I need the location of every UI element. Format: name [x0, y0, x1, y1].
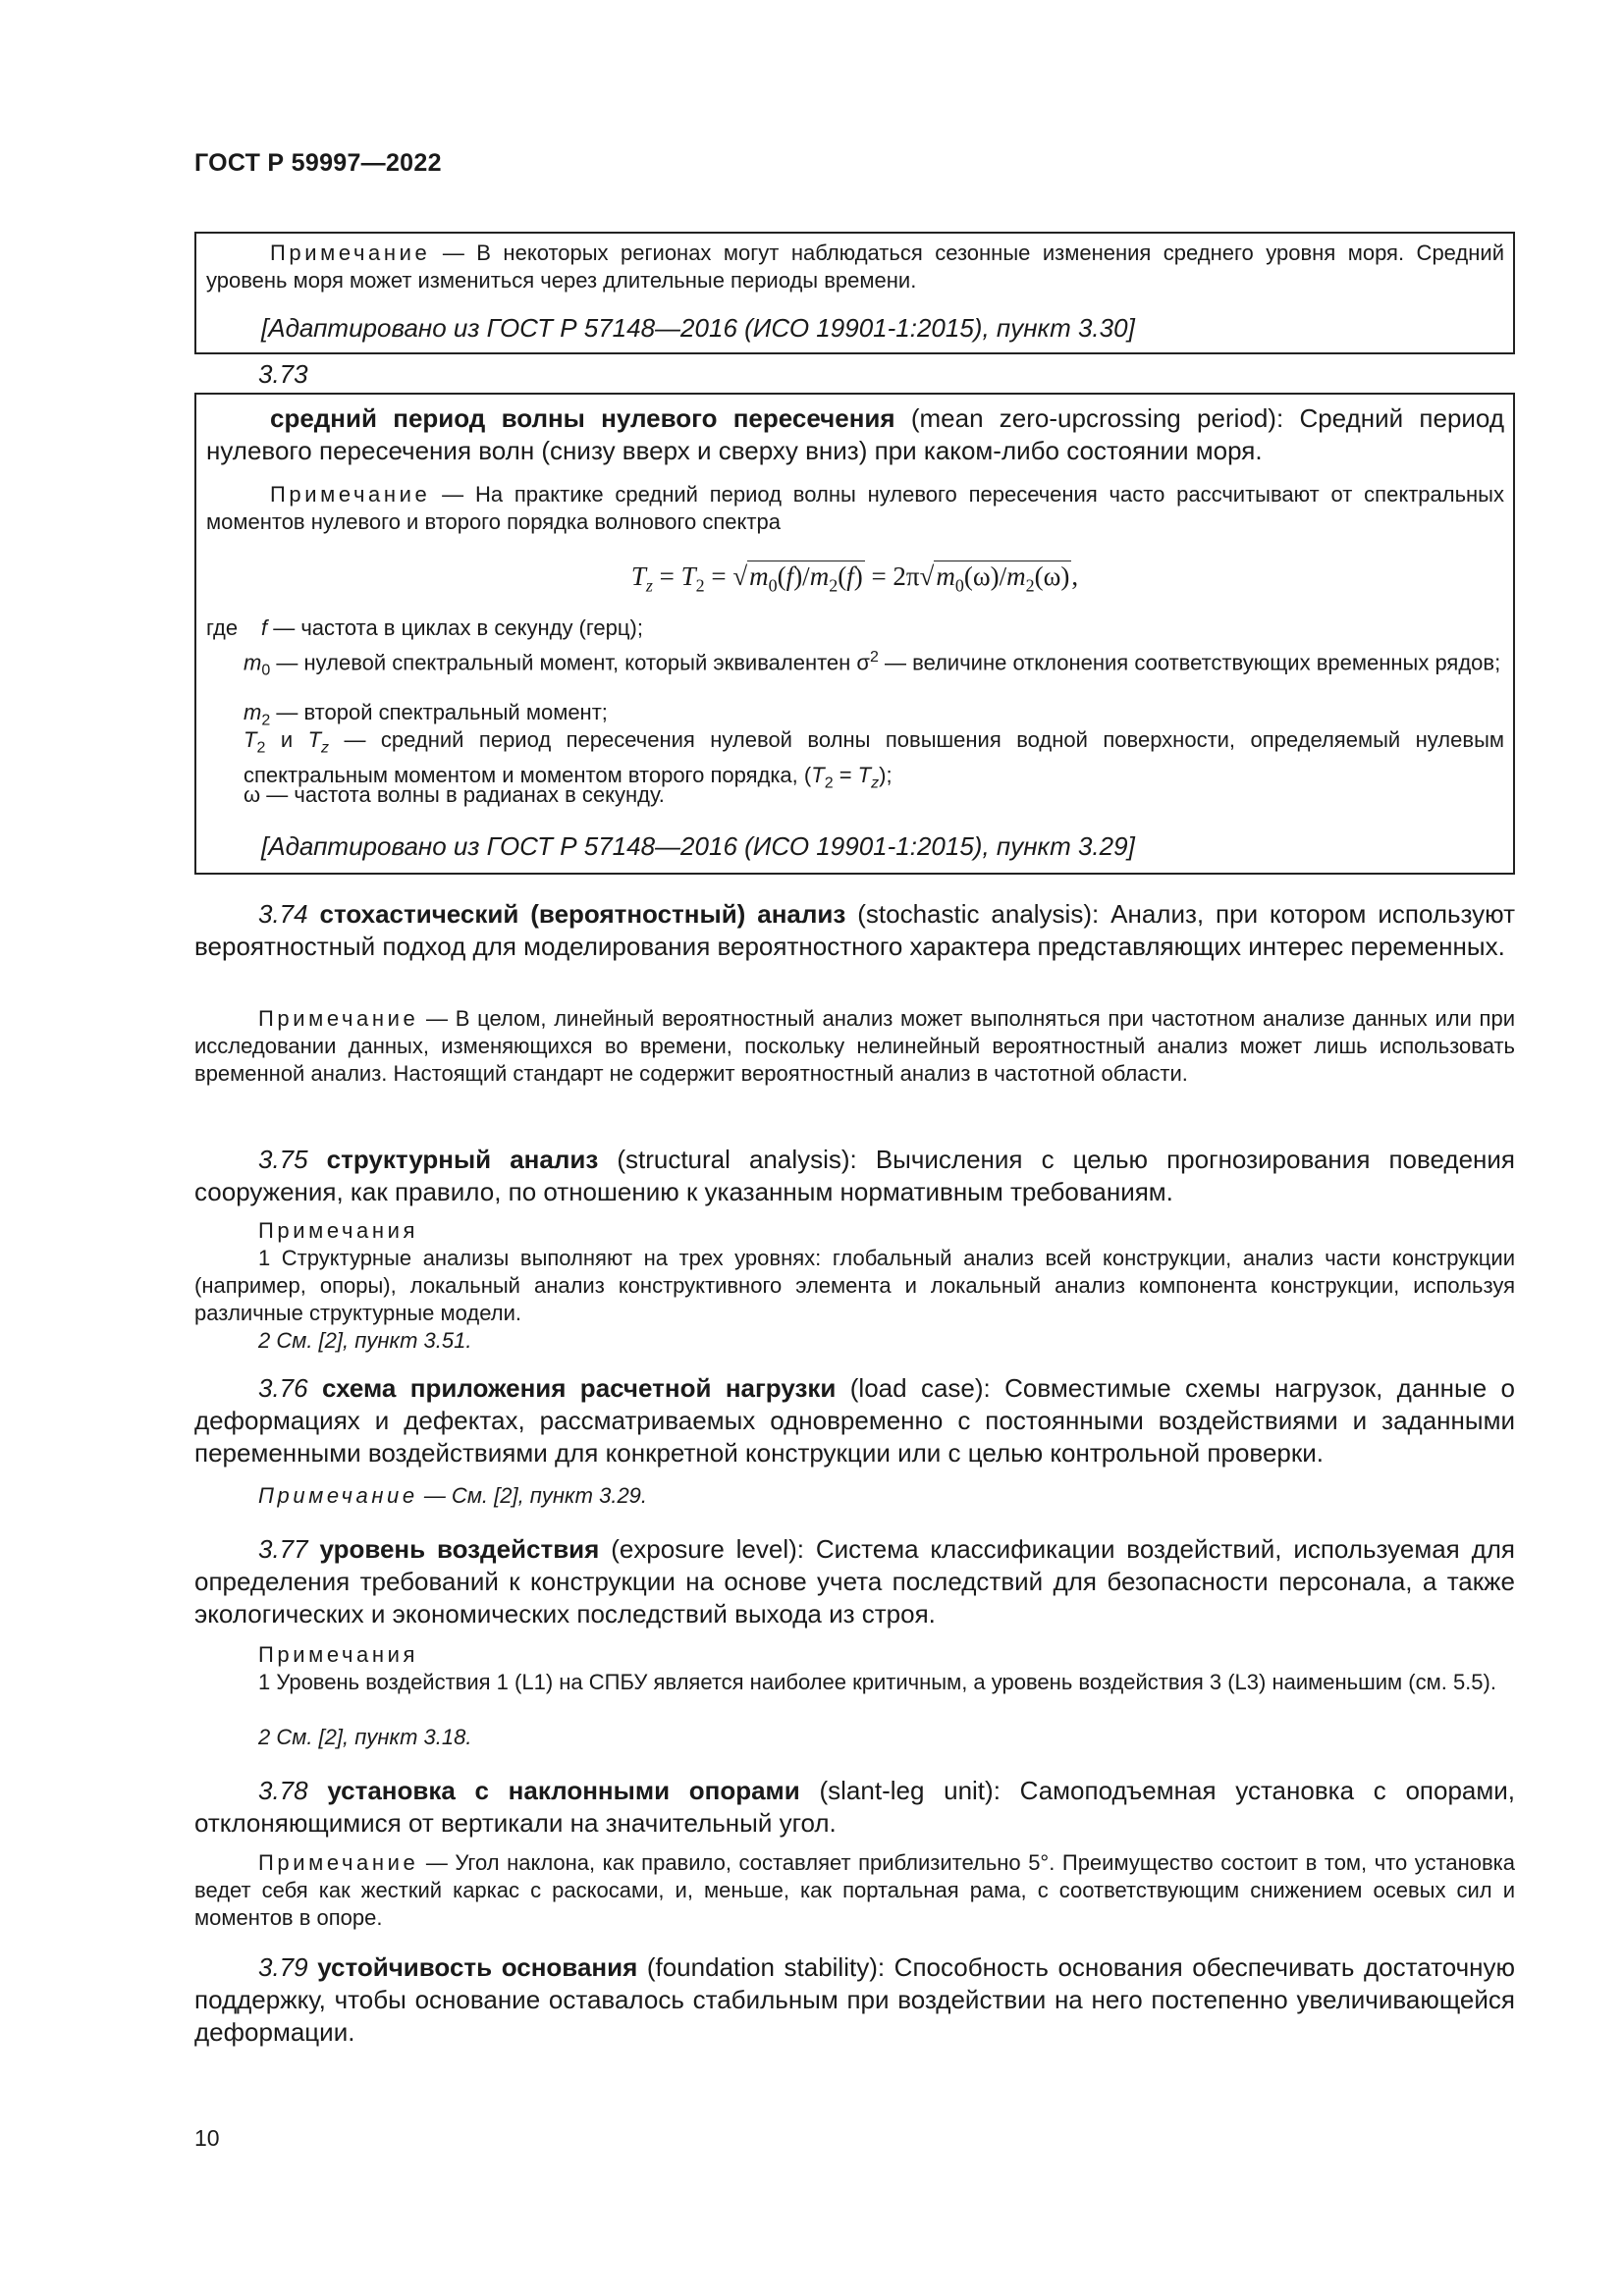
entry-3-76-note: Примечание — См. [2], пункт 3.29. — [258, 1483, 648, 1508]
entry-3-77-note1: 1 Уровень воздействия 1 (L1) на СПБУ является наиболее критичным, а уровень воздействия 3 (L3) наименьшим (см. 5.5). — [258, 1670, 1496, 1694]
term-title: устойчивость основания — [317, 1952, 638, 1982]
note-label: Примечание — [270, 482, 431, 507]
note-label: Примечание — [258, 1483, 418, 1508]
term-number-3-73: 3.73 — [258, 359, 308, 389]
document-header: ГОСТ Р 59997—2022 — [194, 149, 442, 177]
term-number: 3.76 — [258, 1373, 308, 1403]
where-m2: $m_2$ — второй спектральный момент; — [244, 700, 608, 729]
entry-3-74-note: Примечание — В целом, линейный вероятностный анализ может выполняться при частотном анализе данных или при исследовании данных, изменяющихся во времени, поскольку нелинейный вероятностный анализ может лишь использовать временной анализ. Настоящий стандарт не содержит вероятностный анализ в частотной области. — [194, 1006, 1515, 1086]
entry-3-78-note: Примечание — Угол наклона, как правило, составляет приблизительно 5°. Преимущество состоит в том, что установка ведет себя как жесткий каркас с раскосами, и, меньше, как портальная рама, с соответствующим снижением осевых сил и моментов в опоре. — [194, 1850, 1515, 1930]
note-label: Примечание — [258, 1850, 419, 1875]
formula-mean-period: $T_z = T_2 = √m_0(f)/m_2(f) = 2\pi√m_0(\omega)/m_2(\omega)$, — [630, 561, 1079, 596]
notes-label: Примечания — [258, 1642, 419, 1667]
box1-note: Примечание — В некоторых регионах могут наблюдаться сезонные изменения среднего уровня моря. Средний уровень моря может измениться через длительные периоды времени. — [206, 240, 1504, 293]
where-label: где — [206, 615, 239, 640]
entry-3-77: 3.77 уровень воздействия (exposure level): Система классификации воздействий, используемая для определения требований к конструкции на основе учета последствий для безопасности персонала, а также экологических и экономических последствий выхода из строя. — [194, 1534, 1515, 1629]
page-number: 10 — [194, 2125, 220, 2151]
where-omega: ω — частота волны в радианах в секунду. — [244, 782, 665, 807]
note-label: Примечание — [258, 1006, 419, 1031]
term-box-3-73 — [194, 393, 1515, 875]
source-reference: [Адаптировано из ГОСТ Р 57148—2016 (ИСО 19901-1:2015), пункт 3.29] — [261, 831, 1135, 861]
entry-3-74: 3.74 стохастический (вероятностный) анализ (stochastic analysis): Анализ, при котором используют вероятностный подход для моделирования вероятностного характера представляющих интерес переменных. — [194, 899, 1516, 961]
note-label: Примечание — [270, 240, 431, 265]
entry-3-75: 3.75 структурный анализ (structural analysis): Вычисления с целью прогнозирования поведения сооружения, как правило, по отношению к указанным нормативным требованиям. — [194, 1145, 1515, 1206]
term-number: 3.78 — [258, 1776, 308, 1805]
term-number: 3.77 — [258, 1534, 308, 1564]
term-title: схема приложения расчетной нагрузки — [321, 1373, 837, 1403]
entry-3-77-note2: 2 См. [2], пункт 3.18. — [258, 1725, 472, 1749]
term-number: 3.74 — [258, 899, 308, 929]
term-title: стохастический (вероятностный) анализ — [319, 899, 846, 929]
notes-label: Примечания — [258, 1218, 419, 1243]
term-title: средний период волны нулевого пересечения — [270, 403, 895, 433]
term-title: уровень воздействия — [319, 1534, 600, 1564]
term-title: структурный анализ — [326, 1145, 599, 1174]
where-f: f — частота в циклах в секунду (герц); — [261, 615, 643, 640]
term-number: 3.79 — [258, 1952, 308, 1982]
where-t2: $T_2$ и $T_z$ — средний период пересечения нулевой волны повышения водной поверхности, определяемый нулевым спектральным моментом и моментом второго порядка, $(T_2 = T_z)$; — [244, 727, 1505, 792]
term-note: Примечание — На практике средний период волны нулевого пересечения часто рассчитывают от спектральных моментов нулевого и второго порядка волнового спектра — [206, 482, 1504, 534]
entry-3-75-note1: 1 Структурные анализы выполняют на трех уровнях: глобальный анализ всей конструкции, анализ части конструкции (например, опоры), локальный анализ конструктивного элемента и локальный анализ компонента конструкции, используя различные структурные модели. — [194, 1246, 1515, 1325]
entry-3-78: 3.78 установка с наклонными опорами (slant-leg unit): Самоподъемная установка с опорами, отклоняющимися от вертикали на значительный угол. — [194, 1776, 1515, 1838]
entry-3-76: 3.76 схема приложения расчетной нагрузки (load case): Совместимые схемы нагрузок, данные о деформациях и дефектах, рассматриваемых одновременно с постоянными воздействиями и заданными переменными воздействиями для конкретной конструкции или с целью контрольной проверки. — [194, 1373, 1515, 1468]
source-reference: [Адаптировано из ГОСТ Р 57148—2016 (ИСО 19901-1:2015), пункт 3.30] — [261, 313, 1135, 343]
entry-3-75-note2: 2 См. [2], пункт 3.51. — [258, 1328, 472, 1353]
term-definition: средний период волны нулевого пересечения (mean zero-upcrossing period): Средний период нулевого пересечения волн (снизу вверх и сверху вниз) при каком-либо состоянии моря. — [206, 403, 1504, 465]
note-box-3-72 — [194, 232, 1515, 354]
entry-3-79: 3.79 устойчивость основания (foundation stability): Способность основания обеспечивать достаточную поддержку, чтобы основание оставалось стабильным при воздействии на него постепенно увеличивающейся деформации. — [194, 1952, 1515, 2047]
term-title: установка с наклонными опорами — [327, 1776, 800, 1805]
term-number: 3.75 — [258, 1145, 308, 1174]
where-m0: $m_0$ — нулевой спектральный момент, который эквивалентен $\sigma^2$ — величине отклонения соответствующих временных рядов; — [244, 649, 1501, 679]
